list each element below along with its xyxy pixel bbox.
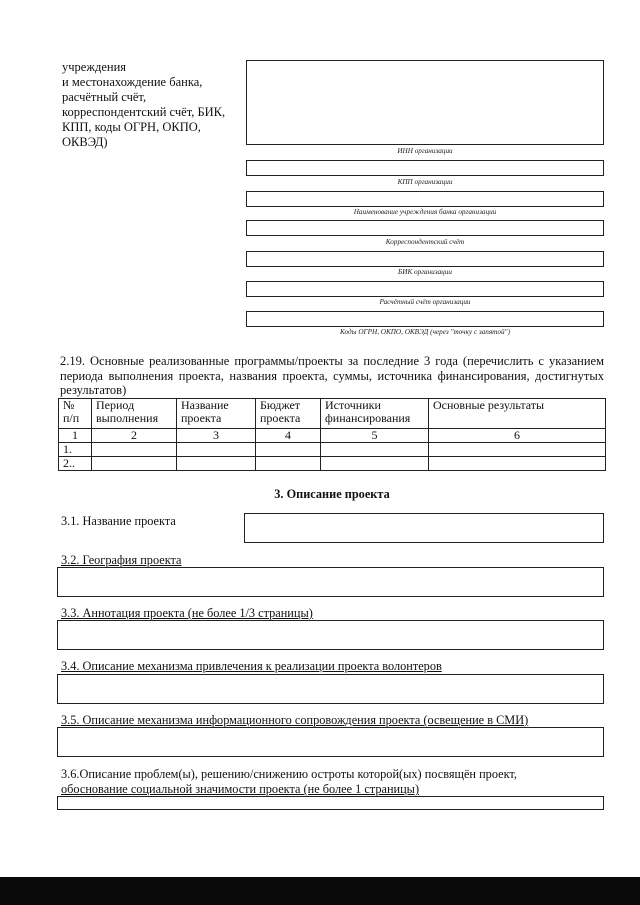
table-number-cell: 3 [177,429,256,443]
project-annotation-field[interactable] [57,620,604,650]
volunteers-mechanism-field[interactable] [57,674,604,704]
kpp-caption: КПП организации [397,178,453,186]
table-header-cell: Источники финансирования [321,399,429,429]
project-name-label: 3.1. Название проекта [61,514,176,528]
table-cell-input[interactable] [429,443,606,457]
settlement-account-caption: Расчётный счёт организации [379,298,471,306]
problems-field[interactable] [57,796,604,810]
table-header-cell: Период выполнения [92,399,177,429]
table-cell-number: 2.. [59,457,92,471]
table-header-cell: Основные результаты [429,399,606,429]
scan-bottom-edge [0,877,640,905]
media-support-label: 3.5. Описание механизма информационного сопровождения проекта (освещение в СМИ) [61,713,529,727]
table-cell-input[interactable] [92,457,177,471]
table-number-cell: 6 [429,429,606,443]
section-2-19-text: 2.19. Основные реализованные программы/проекты за последние 3 года (перечислить с указанием периода выполнения проекта, названия проекта, суммы, источника финансирования, достигнутых результатов) [60,354,604,397]
org-label-line: ОКВЭД) [62,135,108,149]
project-geography-field[interactable] [57,567,604,597]
bank-name-field[interactable] [246,220,604,236]
problems-label-line2: обоснование социальной значимости проекта (не более 1 страницы) [61,782,420,796]
org-label-line: корреспондентский счёт, БИК, [62,105,226,119]
org-label-line: расчётный счёт, [62,90,147,104]
corr-account-field[interactable] [246,251,604,267]
corr-account-caption: Корреспондентский счёт [385,238,465,246]
table-cell-input[interactable] [321,443,429,457]
table-cell-input[interactable] [256,443,321,457]
table-number-cell: 4 [256,429,321,443]
volunteers-mechanism-label: 3.4. Описание механизма привлечения к реализации проекта волонтеров [61,659,442,673]
table-number-row [59,429,606,443]
table-number-cell: 1 [59,429,92,443]
table-header-cell: № п/п [59,399,92,429]
table-cell-input[interactable] [256,457,321,471]
ogrn-okpo-okved-caption: Коды ОГРН, ОКПО, ОКВЭД (через "точку с запятой") [340,328,510,336]
table-row [59,457,606,471]
table-header-cell: Бюджет проекта [256,399,321,429]
inn-caption: ИНН организации [397,147,453,155]
org-label-line: КПП, коды ОГРН, ОКПО, [62,120,201,134]
org-info-label [62,60,242,150]
table-header-row [59,399,606,429]
table-number-cell: 2 [92,429,177,443]
bik-caption: БИК организации [398,268,452,276]
table-header-cell: Название проекта [177,399,256,429]
section-3-title: 3. Описание проекта [274,487,390,501]
kpp-field[interactable] [246,191,604,207]
table-cell-input[interactable] [177,457,256,471]
settlement-account-field[interactable] [246,311,604,327]
problems-label-line1: 3.6.Описание проблем(ы), решению/снижению остроты которой(ых) посвящён проект, [61,767,517,781]
table-cell-input[interactable] [321,457,429,471]
table-row [59,443,606,457]
table-cell-number: 1. [59,443,92,457]
project-annotation-label: 3.3. Аннотация проекта (не более 1/3 страницы) [61,606,313,620]
project-name-field[interactable] [244,513,604,543]
org-label-line: учреждения [62,60,127,74]
projects-table [58,398,606,471]
org-name-address-field[interactable] [246,60,604,145]
media-support-field[interactable] [57,727,604,757]
org-label-line: и местонахождение банка, [62,75,203,89]
table-number-cell: 5 [321,429,429,443]
project-geography-label: 3.2. География проекта [61,553,182,567]
table-cell-input[interactable] [92,443,177,457]
table-cell-input[interactable] [177,443,256,457]
bank-name-caption: Наименование учреждения банка организации [353,208,497,216]
inn-field[interactable] [246,160,604,176]
bik-field[interactable] [246,281,604,297]
table-cell-input[interactable] [429,457,606,471]
